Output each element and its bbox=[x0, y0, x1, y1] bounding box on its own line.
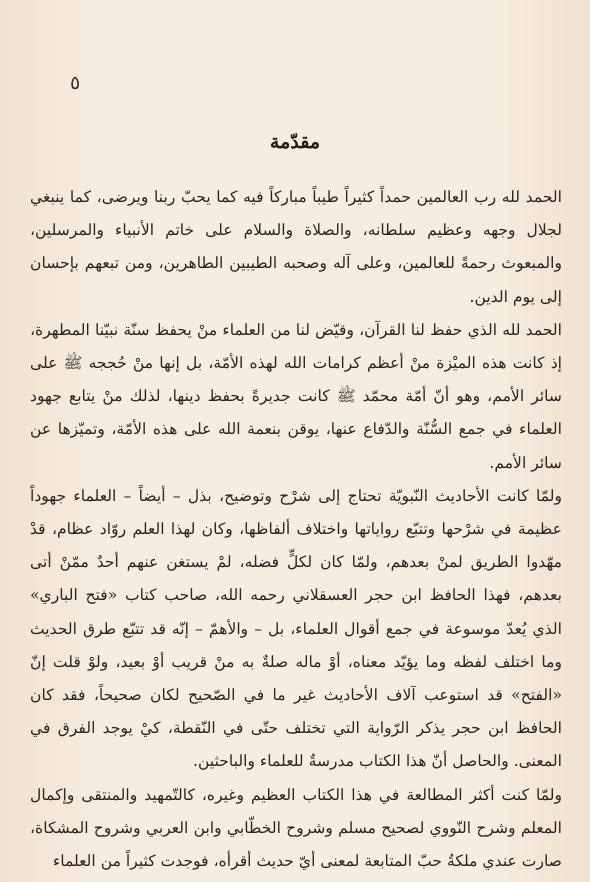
page-number: ٥ bbox=[70, 72, 81, 94]
paragraph-2: الحمد لله الذي حفظ لنا القرآن، وقيّض لنا من العلماء منْ يحفظ سنّة نبيّنا المطهرة، إذ كانت هذه الميْزة منْ أعظم كرامات الله لهذه الأمّة، بل إنها منْ حُججه ﷺ على سائر الأمم، وهو أنّ أمّة محمّد ﷺ كانت جديرةً بحفظ دينها، لذلك منْ يتابع جهود العلماء في جمع السُّنّة والدّفاع عنها، يوقن بنعمة الله على هذه الأمّة، وتميّزها عن سائر الأمم. bbox=[30, 320, 562, 472]
body-text bbox=[30, 181, 562, 878]
paragraph-4: ولمّا كنت أكثر المطالعة في هذا الكتاب العظيم وغيره، كالتّمهيد والمنتقى وإكمال المعلم وشرح النّووي لصحيح مسلم وشروح الخطّابي وابن العربي وشروح المشكاة، صارت عندي ملكةُ حبّ المتابعة لمعنى أيّ حديث أقرأه، فوجدت كثيراً من العلماء bbox=[30, 785, 563, 871]
paragraph-3: ولمّا كانت الأحاديث النّبويّة تحتاج إلى شرْح وتوضيح، بذل – أيضاً – العلماء جهوداً عظيمة في شرْحها وتتبّع رواياتها واختلاف ألفاظها، وكان لهذا العلم روّاد عظام، قدْ مهّدوا الطريق لمنْ بعدهم، ولمّا كان لكلٍّ فضله، لمْ يستغن عنهم أحدٌ ممّنْ أتى بعدهم، فهذا الحافظ ابن حجر العسقلاني رحمه الله، صاحب كتاب «فتح الباري» الذي يُعدّ موسوعة في جمع أقوال العلماء، بل – والأهمّ – إنّه قد تتبّع طرق الحديث وما اختلف لفظه وما يؤيّد معناه، أوْ ماله صلةٌ به منْ قريب أوْ بعيد، ولوْ قلت إنّ «الفتح» قد استوعب آلاف الأحاديث غير ما في الصّحيح لكان صحيحاً، فقد كان الحافظ ابن حجر يذكر الرّواية التي تختلف حتّى في النّقطة، كيْ يوجد الفرق في المعنى. والحاصل أنّ هذا الكتاب مدرسةٌ للعلماء والباحثين. bbox=[30, 486, 562, 771]
paragraph-1: الحمد لله رب العالمين حمداً كثيراً طيباً مباركاً فيه كما يحبّ ربنا ويرضى، كما ينبغي لجلال وجهه وعظيم سلطانه، والصلاة والسلام على خاتم الأنبياء والمرسلين، والمبعوث رحمةً للعالمين، وعلى آله وصحبه الطيبين الطاهرين، ومن تبعهم بإحسان إلى يوم الدين. bbox=[30, 188, 562, 306]
page-title: مقدّمة bbox=[269, 131, 321, 153]
